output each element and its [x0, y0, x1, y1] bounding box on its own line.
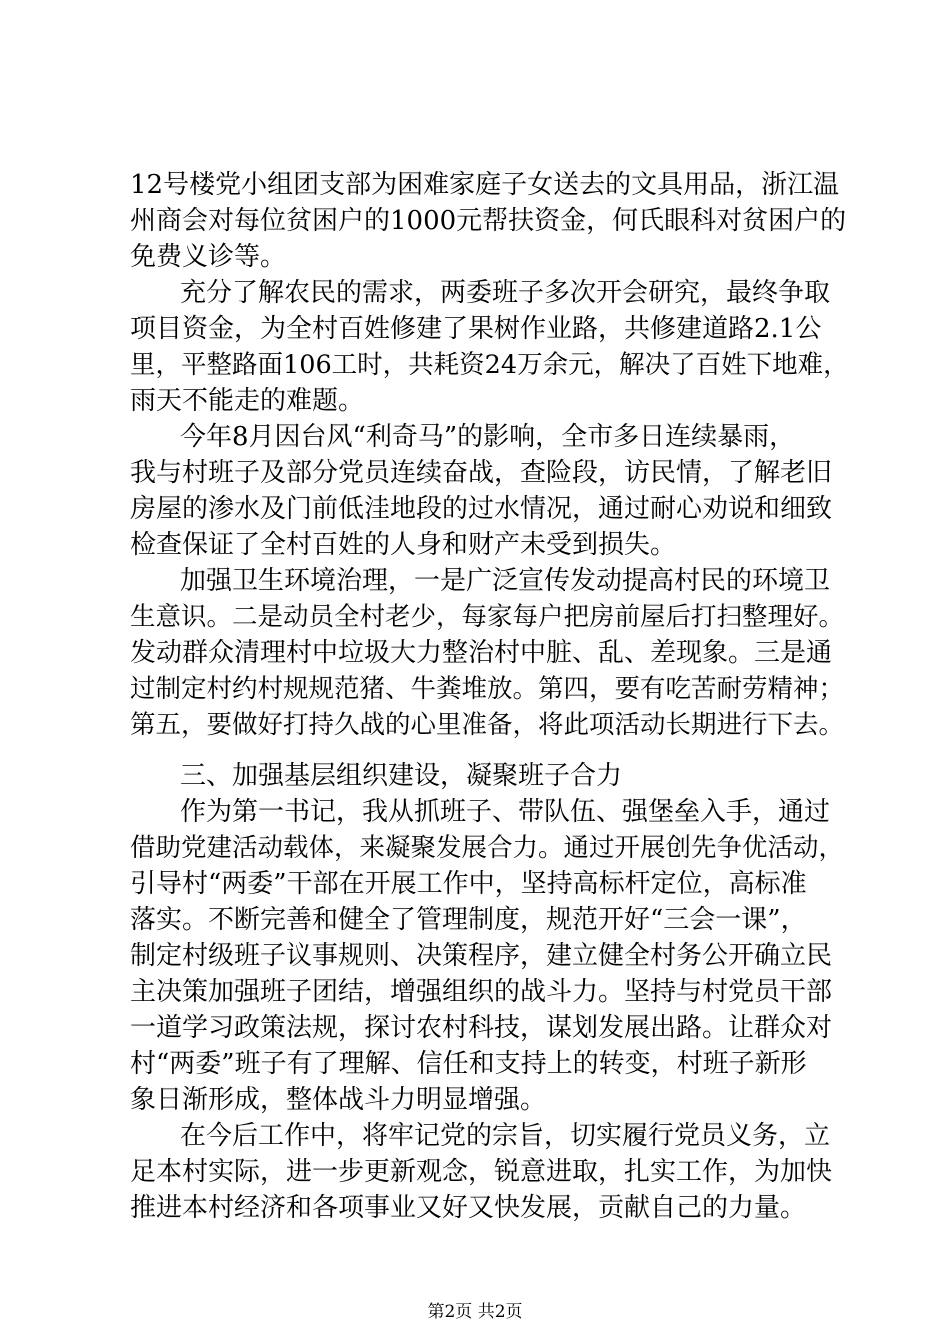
page-number-footer: 第2页 共2页 [427, 1302, 523, 1322]
body-text-line: 房屋的渗水及门前低洼地段的过水情况，通过耐心劝说和细致 [130, 494, 833, 524]
body-text-line: 村“两委”班子有了理解、信任和支持上的转变，村班子新形 [130, 1049, 807, 1079]
body-text-line: 过制定村约村规规范猪、牛粪堆放。第四，要有吃苦耐劳精神； [130, 674, 845, 704]
paragraph-first-line: 加强卫生环境治理，一是广泛宣传发动提高村民的环境卫 [180, 566, 831, 596]
paragraph-first-line: 充分了解农民的需求，两委班子多次开会研究，最终争取 [180, 278, 831, 308]
paragraph-first-line: 在今后工作中，将牢记党的宗旨，切实履行党员义务，立 [180, 1121, 831, 1151]
body-text-line: 12号楼党小组团支部为困难家庭子女送去的文具用品，浙江温 [130, 170, 840, 200]
body-text-line: 发动群众清理村中垃圾大力整治村中脏、乱、差现象。三是通 [130, 638, 833, 668]
body-text-line: 检查保证了全村百姓的人身和财产未受到损失。 [130, 530, 677, 560]
body-text-line: 制定村级班子议事规则、决策程序，建立健全村务公开确立民 [130, 941, 833, 971]
body-text-line: 免费义诊等。 [130, 242, 287, 272]
body-text-line: 雨天不能走的难题。 [130, 386, 365, 416]
body-text-line: 我与村班子及部分党员连续奋战，查险段，访民情，了解老旧 [130, 458, 833, 488]
body-text-line: 里，平整路面106工时，共耗资24万余元，解决了百姓下地难， [130, 350, 849, 380]
paragraph-first-line: 作为第一书记，我从抓班子、带队伍、强堡垒入手，通过 [180, 797, 831, 827]
body-text-line: 引导村“两委”干部在开展工作中，坚持高标杆定位，高标准 [130, 869, 807, 899]
body-text-line: 州商会对每位贫困户的1000元帮扶资金，何氏眼科对贫困户的 [130, 206, 847, 236]
section-heading: 三、加强基层组织建设，凝聚班子合力 [180, 761, 623, 791]
body-text-line: 落实。不断完善和健全了管理制度，规范开好“三会一课”， [130, 905, 807, 935]
body-text-line: 推进本村经济和各项事业又好又快发展，贡献自己的力量。 [130, 1193, 807, 1223]
body-text-line: 生意识。二是动员全村老少，每家每户把房前屋后打扫整理好。 [130, 602, 845, 632]
body-text-line: 足本村实际，进一步更新观念，锐意进取，扎实工作，为加快 [130, 1157, 833, 1187]
body-text-line: 一道学习政策法规，探讨农村科技，谋划发展出路。让群众对 [130, 1013, 833, 1043]
body-text-line: 项目资金，为全村百姓修建了果树作业路，共修建道路2.1公 [130, 314, 822, 344]
body-text-line: 借助党建活动载体，来凝聚发展合力。通过开展创先争优活动， [130, 833, 845, 863]
body-text-line: 第五，要做好打持久战的心里准备，将此项活动长期进行下去。 [130, 710, 845, 740]
paragraph-first-line: 今年8月因台风“利奇马”的影响，全市多日连续暴雨， [180, 422, 796, 452]
body-text-line: 象日渐形成，整体战斗力明显增强。 [130, 1085, 547, 1115]
body-text-line: 主决策加强班子团结，增强组织的战斗力。坚持与村党员干部 [130, 977, 833, 1007]
